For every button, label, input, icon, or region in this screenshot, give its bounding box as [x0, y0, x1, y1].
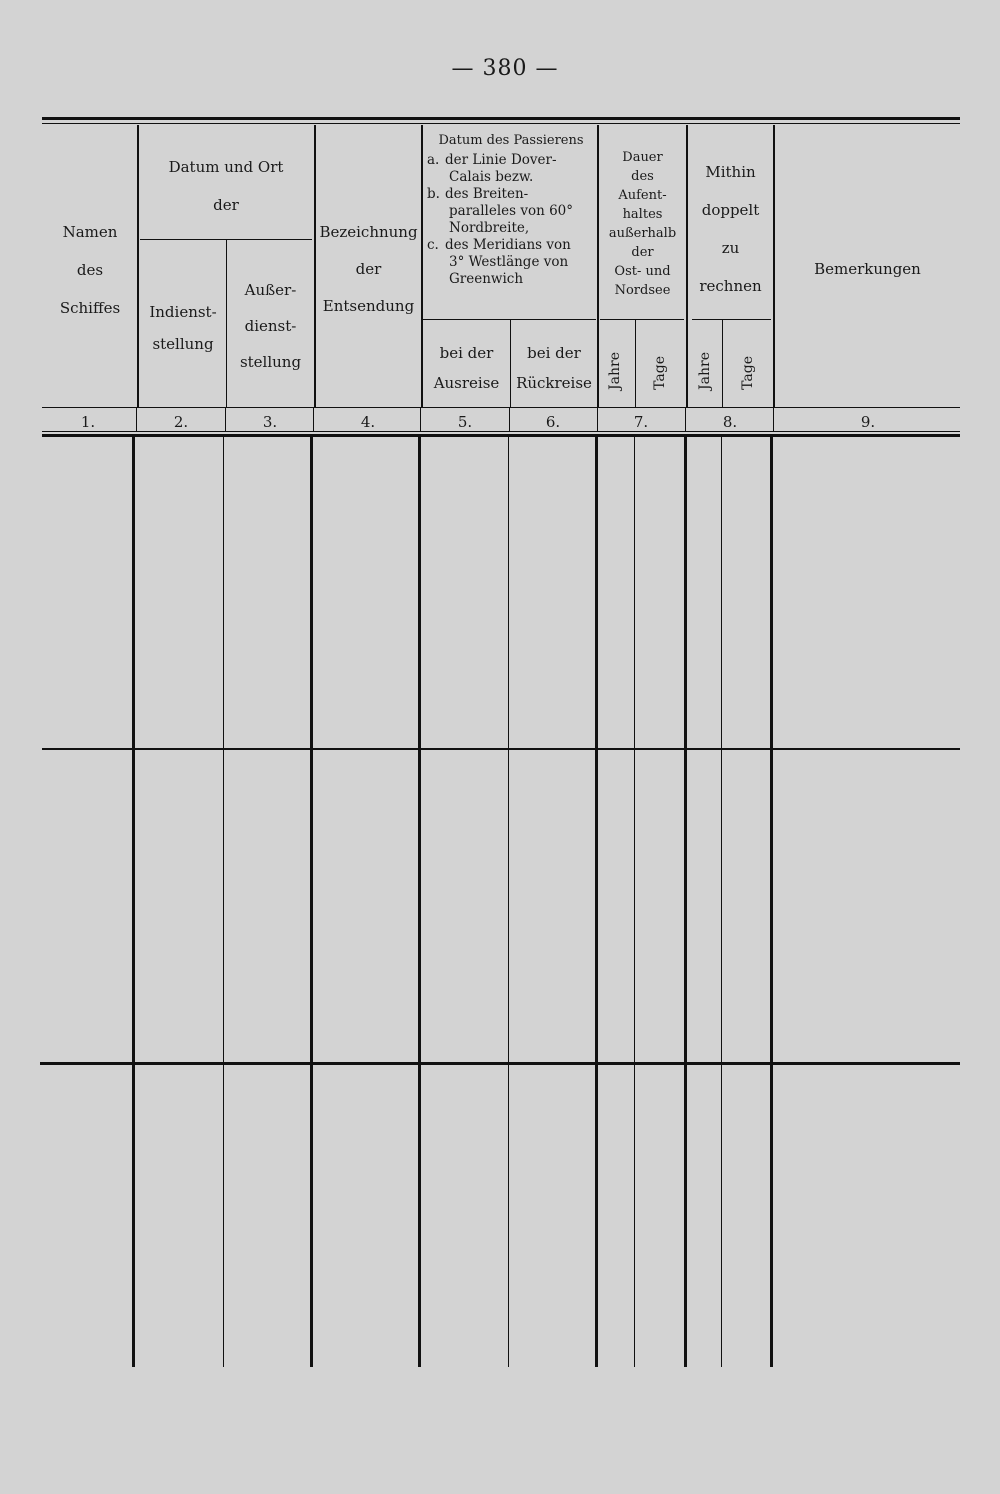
col7-header-line: Nordsee	[614, 283, 671, 298]
col7-header-line: des	[631, 169, 654, 184]
list-text: paralleles von 60°	[449, 203, 574, 219]
body-col-rule-7	[684, 437, 687, 1367]
col8-header-line: rechnen	[699, 277, 762, 295]
section-rule-2	[40, 1062, 960, 1065]
col1-header-line: Schiffes	[59, 299, 121, 317]
list-item	[427, 237, 597, 254]
number-col-rule-7	[685, 408, 686, 431]
col7-sub-tage: Tage	[652, 356, 668, 390]
col56-group-list	[427, 152, 597, 288]
col4-header	[316, 214, 421, 325]
list-marker: c.	[427, 237, 439, 253]
col2-header-line: Indienst-	[149, 303, 217, 321]
col4-header-line: der	[355, 260, 382, 278]
list-item	[427, 271, 597, 288]
list-marker: a.	[427, 152, 440, 168]
subheader-rule-c7	[600, 319, 684, 320]
body-col-rule-8	[770, 437, 773, 1367]
body-col-rule-6	[595, 437, 598, 1367]
list-text: Greenwich	[449, 271, 524, 287]
number-col-rule-5	[509, 408, 510, 431]
col8-sub-tage: Tage	[740, 356, 756, 390]
col5-number: 5.	[457, 413, 473, 431]
col3-number: 3.	[262, 413, 278, 431]
body-col-rule-4	[418, 437, 421, 1367]
col9-header	[775, 258, 960, 281]
col7-header	[599, 148, 686, 300]
col8-header	[688, 153, 773, 305]
list-item	[427, 169, 597, 186]
body-col-rule-2	[223, 437, 224, 1367]
body-col-rule-7a	[634, 437, 635, 1367]
list-item	[427, 186, 597, 203]
col7-header-line: Ost- und	[614, 264, 671, 279]
col8-header-line: zu	[721, 239, 740, 257]
list-item	[427, 152, 597, 169]
number-col-rule-3	[313, 408, 314, 431]
col6-header-line: Rückreise	[516, 374, 592, 392]
list-text: 3° Westlänge von	[449, 254, 569, 270]
col23-group-line: Datum und Ort	[168, 158, 284, 176]
col6-header-line: bei der	[527, 344, 581, 362]
body-col-rule-8a	[721, 437, 722, 1367]
list-text: des Breiten-	[445, 186, 529, 202]
body-col-rule-1	[132, 437, 135, 1367]
col2-header	[140, 296, 226, 360]
col4-header-line: Bezeichnung	[319, 223, 418, 241]
col23-group-header	[140, 148, 312, 224]
col7-header-line: außerhalb	[608, 226, 677, 241]
header-col-rule-8a	[722, 320, 723, 407]
col4-header-line: Entsendung	[322, 297, 415, 315]
col1-header-line: Namen	[62, 223, 118, 241]
col3-header-line: Außer-	[244, 281, 297, 299]
col9-header-line: Bemerkungen	[814, 260, 921, 278]
table-top-rule-thick	[42, 117, 960, 120]
header-col-rule-7a	[635, 320, 636, 407]
numbers-bottom-rule-thick	[42, 434, 960, 437]
col1-number: 1.	[80, 413, 96, 431]
number-col-rule-6	[597, 408, 598, 431]
col6-header	[511, 338, 597, 398]
number-col-rule-8	[773, 408, 774, 431]
col8-header-line: Mithin	[705, 163, 756, 181]
section-rule-1	[42, 748, 960, 750]
header-col-rule-1	[137, 125, 139, 407]
header-bottom-rule	[42, 407, 960, 408]
col1-header-line: des	[76, 261, 104, 279]
list-marker: b.	[427, 186, 440, 202]
body-col-rule-5	[508, 437, 509, 1367]
col3-header-line: stellung	[239, 353, 302, 371]
col7-header-line: Dauer	[622, 150, 663, 165]
table-top-rule-thin	[42, 123, 960, 124]
col7-header-line: haltes	[622, 207, 663, 222]
col23-group-line: der	[213, 196, 239, 214]
col5-header	[423, 338, 510, 398]
list-text: des Meridians von	[445, 237, 571, 253]
col1-header	[45, 213, 135, 327]
col7-header-line: Aufent-	[618, 188, 667, 203]
col8-sub-jahre: Jahre	[697, 352, 713, 390]
col4-number: 4.	[360, 413, 376, 431]
col3-header	[227, 272, 314, 380]
col9-number: 9.	[860, 413, 876, 431]
col7-number: 7.	[633, 413, 649, 431]
col5-header-line: Ausreise	[433, 374, 500, 392]
col56-group-title: Datum des Passierens	[438, 133, 584, 148]
subheader-rule-c8	[692, 319, 771, 320]
number-col-rule-4	[420, 408, 421, 431]
page-number: — 380 —	[451, 56, 559, 81]
col6-number: 6.	[545, 413, 561, 431]
body-col-rule-3	[310, 437, 313, 1367]
list-text: der Linie Dover-	[445, 152, 557, 168]
list-text: Calais bezw.	[449, 169, 534, 185]
col2-number: 2.	[173, 413, 189, 431]
list-item	[427, 254, 597, 271]
list-text: Nordbreite,	[449, 220, 530, 236]
col8-header-line: doppelt	[701, 201, 760, 219]
col2-header-line: stellung	[152, 335, 214, 353]
number-col-rule-1	[136, 408, 137, 431]
col7-header-line: der	[631, 245, 654, 260]
col3-header-line: dienst-	[244, 317, 297, 335]
col5-header-line: bei der	[439, 344, 494, 362]
numbers-bottom-rule-thin	[42, 431, 960, 432]
col7-sub-jahre: Jahre	[607, 352, 623, 390]
list-item	[427, 220, 597, 237]
col8-number: 8.	[722, 413, 738, 431]
list-item	[427, 203, 597, 220]
number-col-rule-2	[225, 408, 226, 431]
